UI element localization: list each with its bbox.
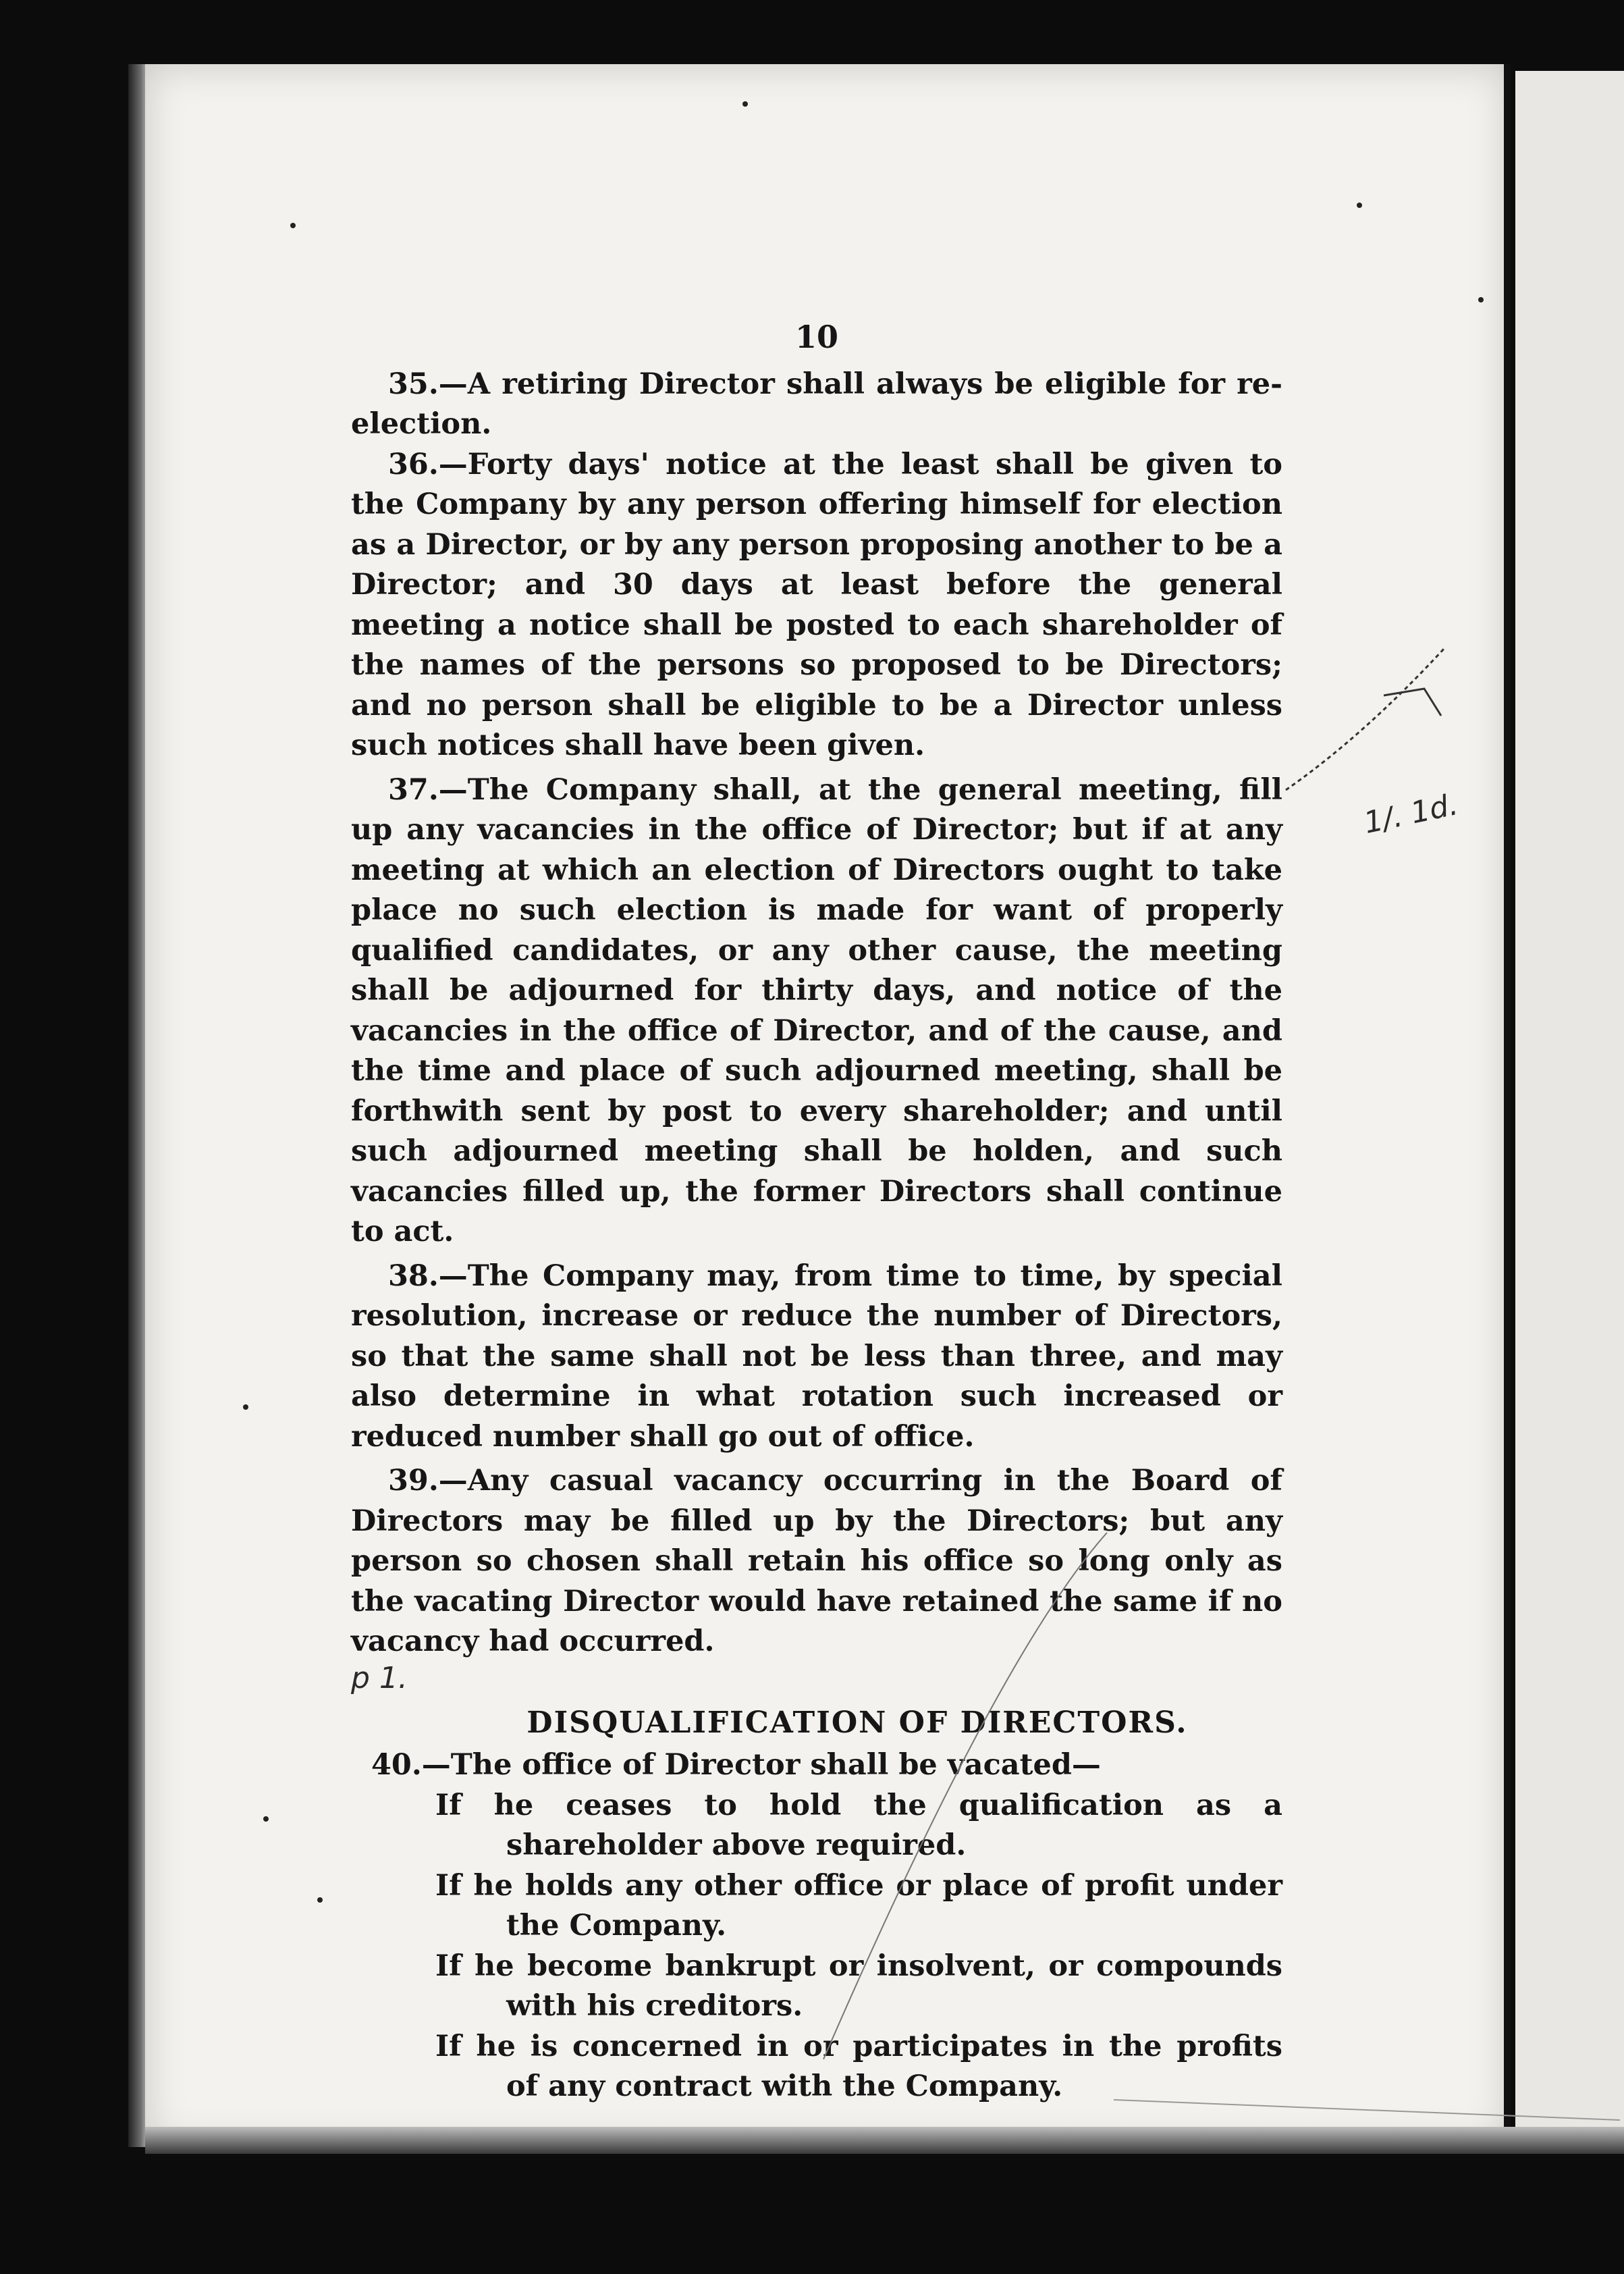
- ink-speck: [243, 1404, 248, 1410]
- ink-speck: [1357, 203, 1362, 208]
- clause-40-item: If he become bankrupt or insolvent, or compounds with his creditors.: [435, 1949, 1282, 2023]
- clause-40-intro: 40.—The office of Director shall be vacated—: [371, 1748, 1101, 1782]
- paragraph-36: 36.—Forty days' notice at the least shall be given to the Company by any person offering himself for election as a Director, or by any person proposing another to be a Director; and 30 days at least before the general meeting a notice shall be posted to each shareholder of the names of the persons so proposed to be Directors; and no person shall be eligible to be a Director unless such notices shall have been given.: [351, 447, 1282, 762]
- paragraph-37: 37.—The Company shall, at the general meeting, fill up any vacancies in the office of Director; but if at any meeting at which an election of Directors ought to take place no such election is made for want of properly qualified candidates, or any other cause, the meeting shall be adjourned for thirty days, and notice of the vacancies in the office of Director, and of the cause, and the time and place of such adjourned meeting, shall be forthwith sent by post to every shareholder; and until such adjourned meeting shall be holden, and such vacancies filled up, the former Directors shall continue to act.: [351, 772, 1282, 1248]
- ink-speck: [742, 101, 748, 107]
- clause-40-item: If he ceases to hold the qualification as a shareholder above required.: [435, 1788, 1282, 1862]
- ink-speck: [290, 223, 296, 228]
- clause-40-item: If he holds any other office or place of profit under the Company.: [435, 1868, 1282, 1942]
- paragraph-39: 39.—Any casual vacancy occurring in the Board of Directors may be filled up by the Directors; but any person so chosen shall retain his office so long only as the vacating Director would have retained the same if no vacancy had occurred.: [351, 1464, 1282, 1658]
- paragraph-38: 38.—The Company may, from time to time, by special resolution, increase or reduce the number of Directors, so that the same shall not be less than three, and may also determine in what rotation such increased or reduced number shall go out of office.: [351, 1259, 1282, 1454]
- section-heading: DISQUALIFICATION OF DIRECTORS.: [526, 1705, 1188, 1740]
- ink-speck: [263, 1816, 269, 1822]
- ink-speck: [1478, 297, 1484, 302]
- ink-speck: [317, 1897, 323, 1903]
- margin-note-a: 1/. 1d.: [1361, 787, 1461, 841]
- paragraph-35: 35.—A retiring Director shall always be eligible for re-election.: [351, 367, 1282, 441]
- page-number: 10: [794, 319, 838, 355]
- clause-40-item: If he is concerned in or participates in the profits of any contract with the Company.: [435, 2029, 1282, 2103]
- margin-note-b: p 1.: [351, 1661, 408, 1695]
